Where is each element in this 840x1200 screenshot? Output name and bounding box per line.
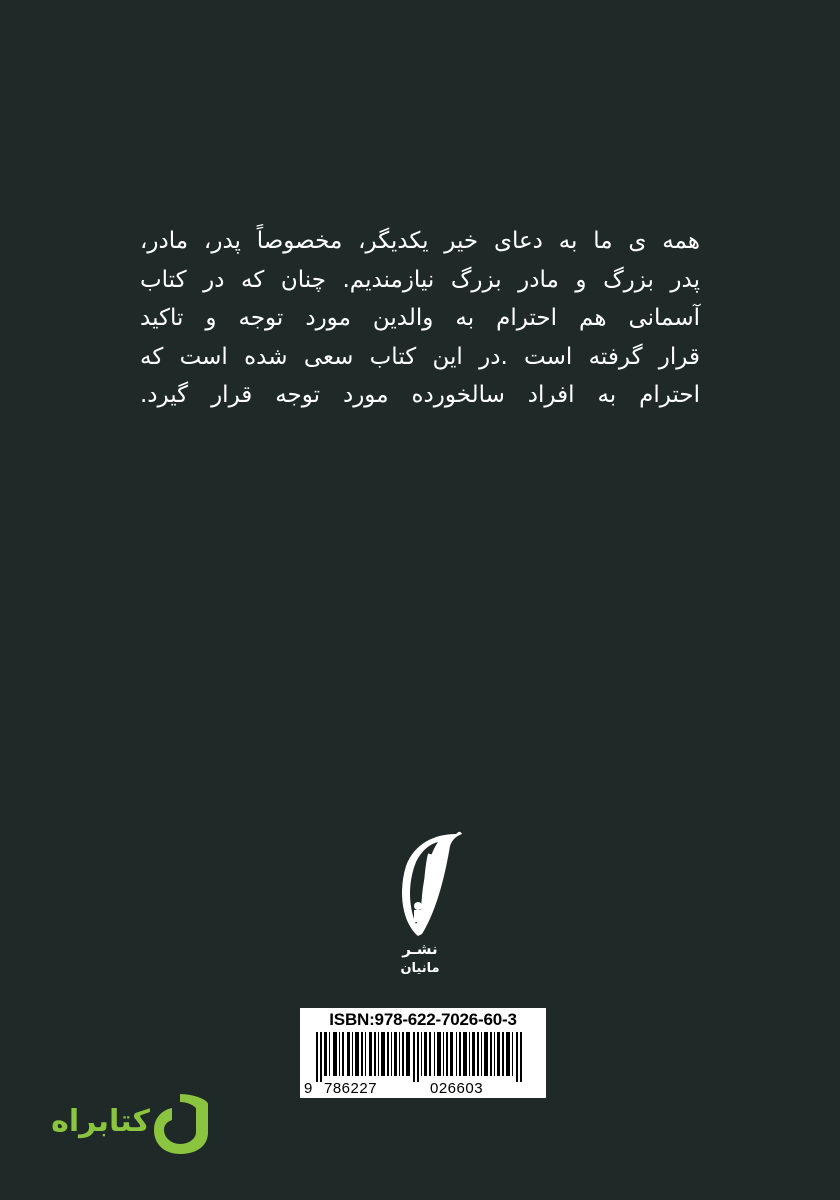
watermark-text: کتابراه bbox=[51, 1104, 150, 1139]
ketabrah-watermark bbox=[38, 1090, 218, 1160]
blurb-line: پدر بزرگ و مادر بزرگ نیازمندیم. چنان که در کتاب bbox=[140, 266, 700, 293]
ketabrah-logo-icon bbox=[150, 1090, 214, 1158]
barcode-digit-lead: 9 bbox=[304, 1080, 313, 1097]
blurb-line: احترام به افراد سالخورده مورد توجه قرار گیرد. bbox=[140, 382, 700, 408]
publisher-name-sub: مانیان bbox=[400, 961, 440, 976]
isbn-barcode bbox=[300, 1008, 546, 1098]
quill-pen-icon bbox=[372, 826, 468, 938]
barcode-digits-right: 026603 bbox=[430, 1080, 484, 1097]
blurb-line: همه ی ما به دعای خیر یکدیگر، مخصوصاً پدر، مادر، bbox=[140, 228, 700, 254]
publisher-name: نشـر bbox=[402, 940, 438, 958]
isbn-label: ISBN:978-622-7026-60-3 bbox=[329, 1010, 517, 1029]
publisher-logo bbox=[372, 826, 468, 986]
barcode-bars bbox=[316, 1032, 530, 1082]
blurb-line: آسمانی هم احترام به والدین مورد توجه و تاکید bbox=[140, 305, 700, 331]
back-cover-blurb bbox=[140, 222, 700, 415]
blurb-line: قرار گرفته است .در این کتاب سعی شده است که bbox=[140, 343, 700, 370]
barcode-digits-left: 786227 bbox=[324, 1080, 378, 1097]
